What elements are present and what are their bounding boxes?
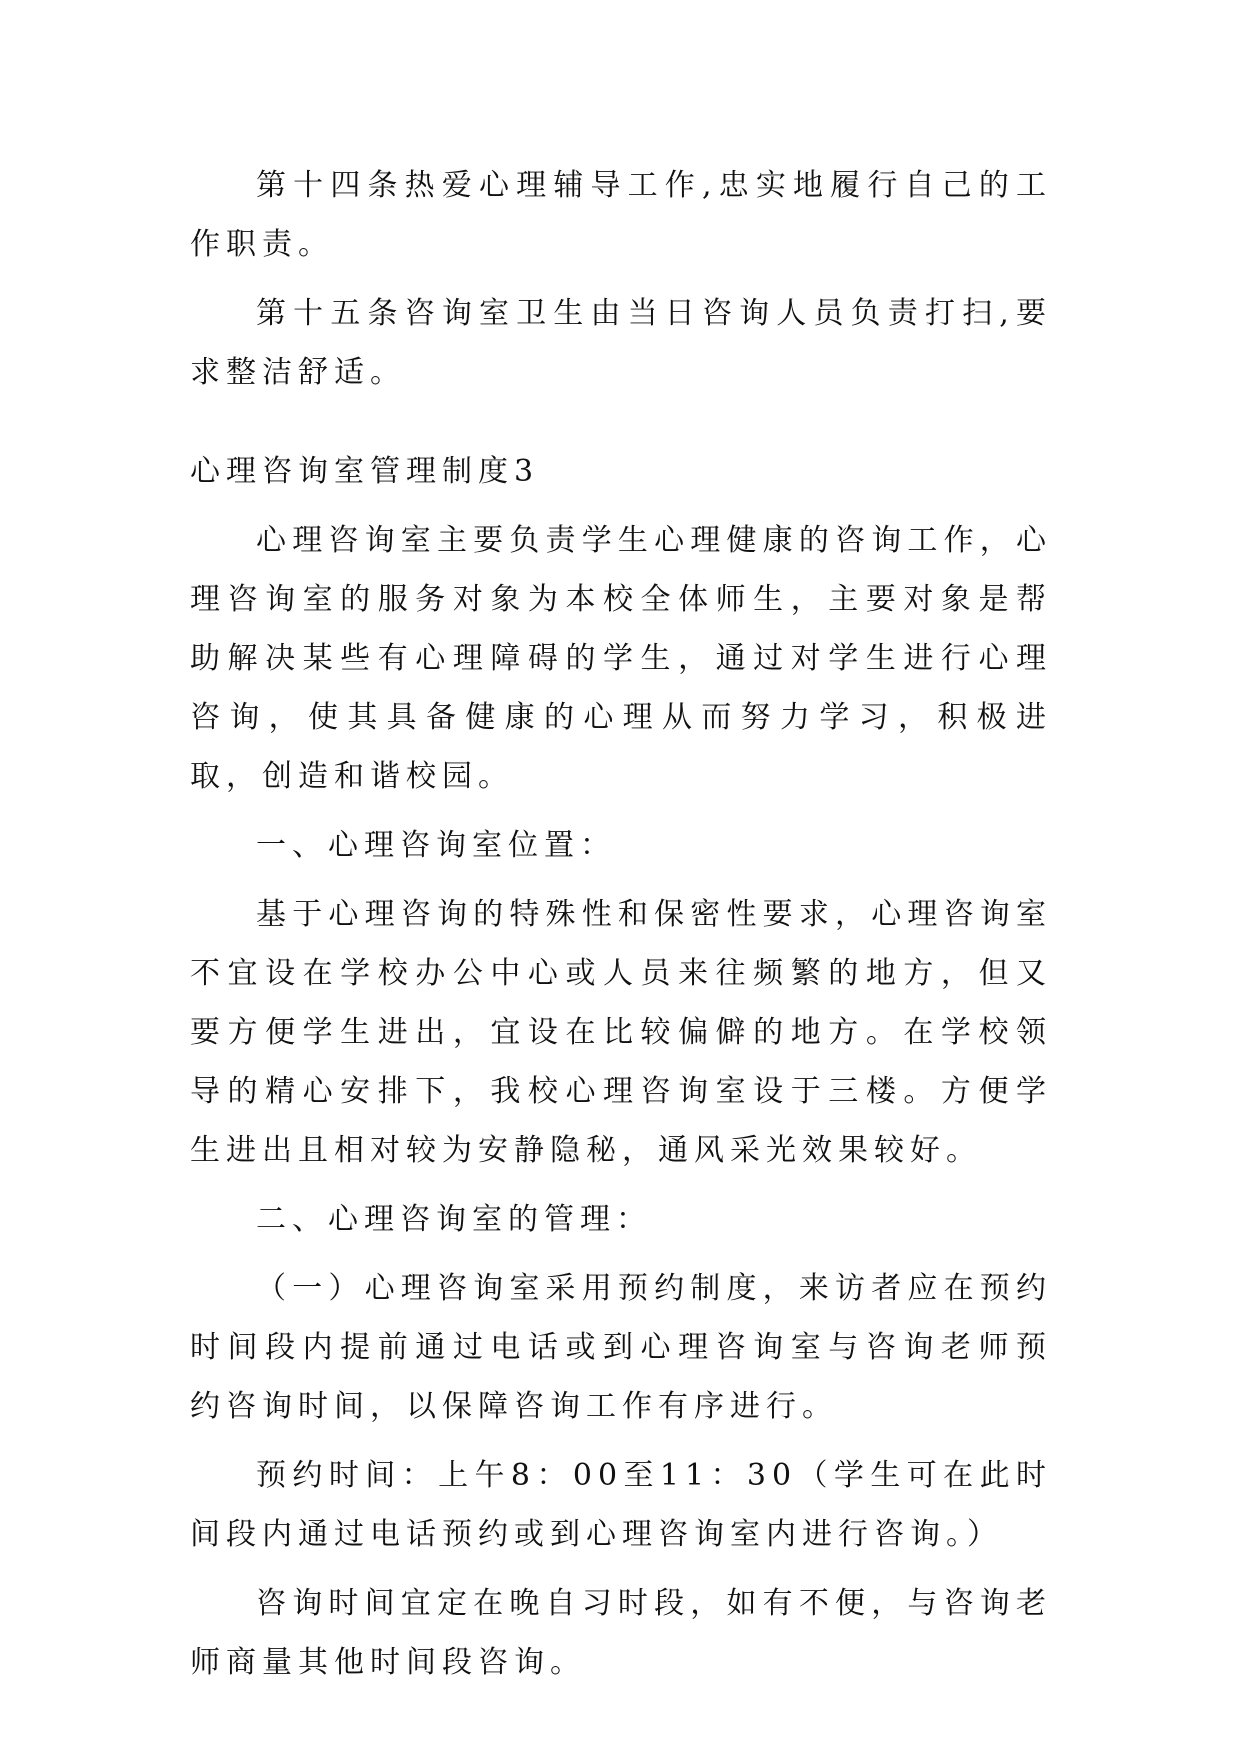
spacer xyxy=(190,1180,1052,1190)
spacer xyxy=(190,501,1052,511)
section-spacer xyxy=(190,402,1052,442)
spacer xyxy=(190,806,1052,816)
spacer xyxy=(190,1564,1052,1574)
spacer xyxy=(190,1436,1052,1446)
intro-paragraph: 心理咨询室主要负责学生心理健康的咨询工作，心理咨询室的服务对象为本校全体师生，主要对象是帮助解决某些有心理障碍的学生，通过对学生进行心理咨询，使其具备健康的心理从而努力学习，积极进取，创造和谐校园。 xyxy=(190,523,1052,794)
spacer xyxy=(190,875,1052,885)
appointment-time-paragraph: 预约时间：上午8：00至11：30（学生可在此时间段内通过电话预约或到心理咨询室内进行咨询。） xyxy=(190,1458,1052,1552)
location-heading: 一、心理咨询室位置： xyxy=(256,828,616,863)
spacer xyxy=(190,1249,1052,1259)
appointment-paragraph: （一）心理咨询室采用预约制度，来访者应在预约时间段内提前通过电话或到心理咨询室与咨询老师预约咨询时间，以保障咨询工作有序进行。 xyxy=(190,1271,1052,1424)
document-body xyxy=(190,156,1052,1692)
article-15-paragraph: 第十五条咨询室卫生由当日咨询人员负责打扫,要求整洁舒适。 xyxy=(190,296,1052,390)
section-title: 心理咨询室管理制度3 xyxy=(190,454,540,489)
consultation-time-paragraph: 咨询时间宜定在晚自习时段，如有不便，与咨询老师商量其他时间段咨询。 xyxy=(190,1586,1052,1680)
article-14-paragraph: 第十四条热爱心理辅导工作,忠实地履行自己的工作职责。 xyxy=(190,168,1052,262)
spacer xyxy=(190,274,1052,284)
management-heading: 二、心理咨询室的管理： xyxy=(256,1202,652,1237)
location-paragraph: 基于心理咨询的特殊性和保密性要求，心理咨询室不宜设在学校办公中心或人员来往频繁的地方，但又要方便学生进出，宜设在比较偏僻的地方。在学校领导的精心安排下，我校心理咨询室设于三楼。方便学生进出且相对较为安静隐秘，通风采光效果较好。 xyxy=(190,897,1052,1168)
